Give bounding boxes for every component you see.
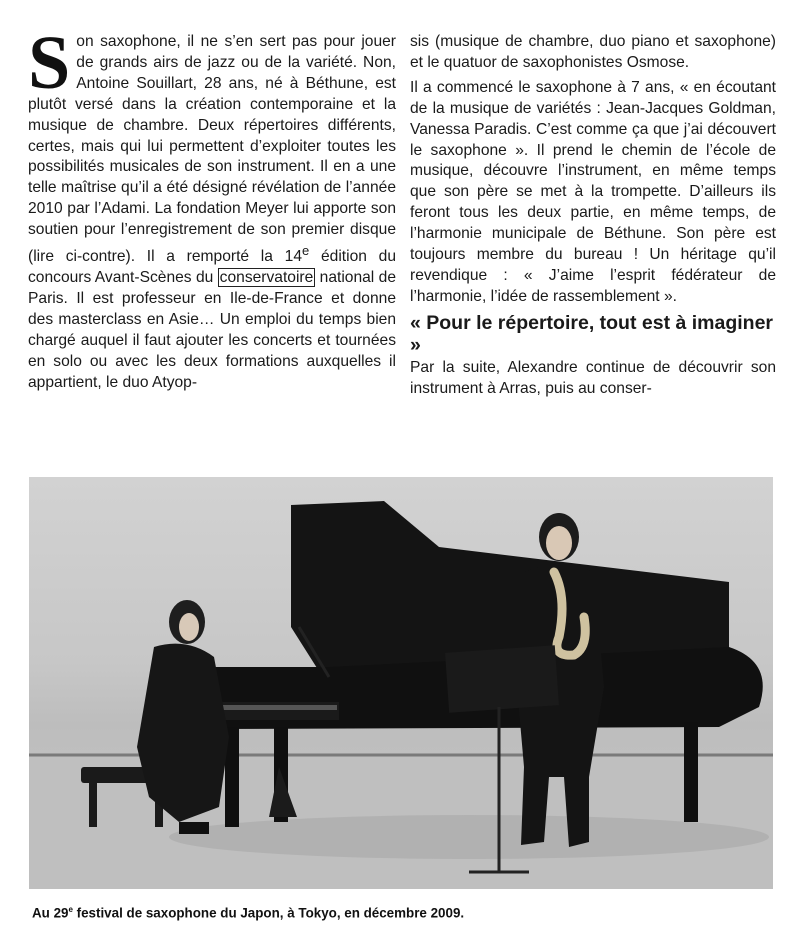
concert-photo-illustration bbox=[29, 477, 773, 889]
left-column bbox=[28, 21, 396, 394]
ordinal-sup: e bbox=[302, 243, 310, 259]
left-text-3: national de Paris. Il est professeur en Ile-de-France et donne des masterclass en Asie… Un emploi du temps bien chargé auquel il faut ajouter les concerts et tournées en solo ou avec les deux formations auxquelles il appartient, le duo Atyop- bbox=[28, 269, 396, 391]
article-paragraph-2: sis (musique de chambre, duo piano et saxophone) et le quatuor de saxophonistes Osmose. bbox=[410, 33, 776, 71]
subheading: « Pour le répertoire, tout est à imaginer » bbox=[410, 311, 774, 356]
article-paragraph-4: Par la suite, Alexandre continue de découvrir son instrument à Arras, puis au conser- bbox=[410, 358, 776, 397]
concert-photo bbox=[29, 477, 773, 889]
article-paragraph-1 bbox=[28, 21, 396, 394]
left-text-2: édition du concours Avant-Scènes du bbox=[28, 248, 396, 287]
drop-cap: S bbox=[28, 21, 71, 105]
right-column bbox=[410, 32, 776, 400]
photo-caption bbox=[32, 905, 772, 920]
caption-text-before: Au 29 bbox=[32, 905, 69, 921]
boxed-word: conservatoire bbox=[219, 269, 314, 287]
article-paragraph-3: Il a commencé le saxophone à 7 ans, « en écoutant de la musique de variétés : Jean-Jacques Goldman, Vanessa Paradis. C’est comme ça que j’ai découvert le saxophone ». Il prend le chemin de l’école de musique, découvre l’instrument, en même temps que son père se met à la trompette. D’ailleurs ils feront tous les deux partie, en même temps, de l’harmonie municipale de Béthune. Son père est toujours membre du bureau ! Un héritage qu’il revendique : « J’aime l’esprit fédérateur de l’harmonie, l’idée de rassemblement ». bbox=[410, 78, 776, 305]
caption-sup: e bbox=[68, 905, 73, 914]
left-text: on saxophone, il ne s’en sert pas pour jouer de grands airs de jazz ou de la variété. Non, Antoine Souillart, 28 ans, né à Béthune, est plutôt versé dans la création contemporaine et la musique de chambre. Deux répertoires différents, certes, mais qui lui permettent d’exploiter toutes les possibilités musicales de son instrument. Il en a une telle maîtrise qu’il a été désigné révélation de l’année 2010 par l’Adami. La fondation Meyer lui apporte son soutien pour l’enregistrement de son premier disque (lire ci-contre). Il a remporté la 14 bbox=[28, 33, 396, 266]
caption-text-after: festival de saxophone du Japon, à Tokyo, en décembre 2009. bbox=[72, 905, 465, 921]
